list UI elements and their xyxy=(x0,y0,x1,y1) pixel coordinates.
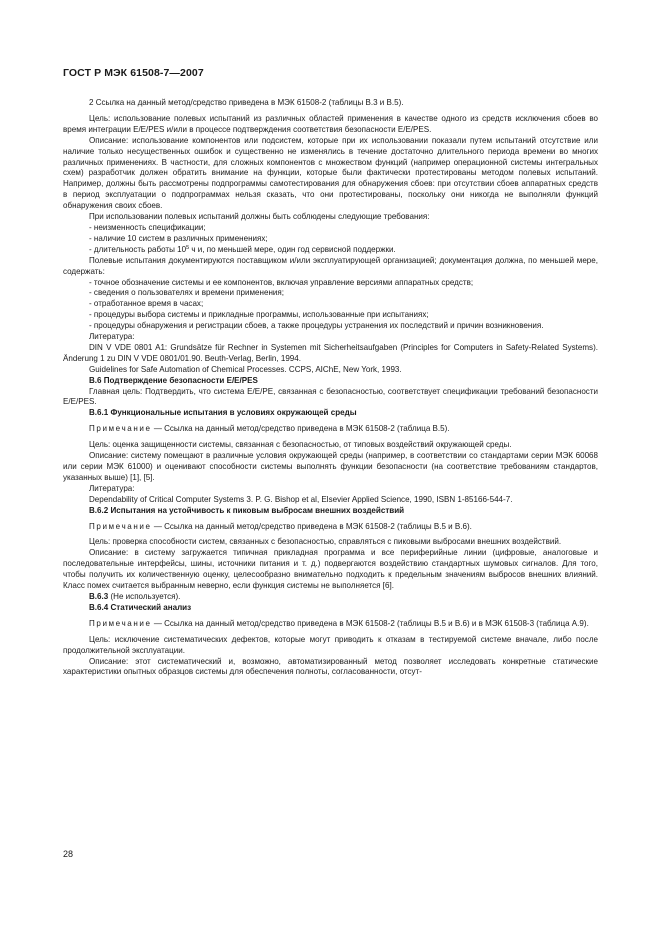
note-label: Примечание xyxy=(89,618,152,628)
documentation-item: - сведения о пользователях и времени применения; xyxy=(89,288,284,298)
section-description: Описание: в систему загружается типичная прикладная программа и все периферийные линии (цифровые, аналоговые и последовательные интерфейсы, шины, источники питания и т. д.) подвергаются воздействию стандартных шумовых сигналов. Для того, чтобы получить их количественную оценку, целесообразно внимательно подходить к предельным значениям выбросов внешних влияний. Класс помех считается выбранным неверно, если функция системы не выполняется [6]. xyxy=(63,548,598,591)
field-test-goal: Цель: использование полевых испытаний из различных областей применения в качестве одного из средств исключения сбоев во время интеграции E/E/PES и/или в процессе подтверждения соответствия безопасности E/E/PES. xyxy=(63,113,598,134)
section-goal: Главная цель: Подтвердить, что система E/E/PE, связанная с безопасностью, соответствует спецификации требований безопасности E/E/PES. xyxy=(63,386,598,407)
document-header: ГОСТ Р МЭК 61508-7—2007 xyxy=(63,67,204,79)
exponent: 5 xyxy=(186,244,190,251)
note-text: — Ссылка на данный метод/средство приведена в МЭК 61508-2 (таблицы В.5 и В.6). xyxy=(151,521,472,531)
note-paragraph: 2 Ссылка на данный метод/средство приведена в МЭК 61508-2 (таблицы В.3 и В.5). xyxy=(89,98,404,107)
note xyxy=(63,619,598,630)
section-goal: Цель: оценка защищенности системы, связанная с безопасностью, от типовых воздействий окружающей среды. xyxy=(89,440,512,450)
section-b63 xyxy=(63,592,598,603)
note xyxy=(63,424,598,435)
documentation-item: - процедуры выбора системы и прикладные программы, использованные при испытаниях; xyxy=(89,310,429,320)
documentation-intro: Полевые испытания документируются поставщиком и/или эксплуатирующей организацией; документация должна, по меньшей мере, содержать: xyxy=(63,255,598,276)
documentation-item: - отработанное время в часах; xyxy=(89,299,204,309)
section-heading-b6: В.6 Подтверждение безопасности E/E/PES xyxy=(89,375,258,385)
section-heading-b61: В.6.1 Функциональные испытания в условиях окружающей среды xyxy=(89,408,357,418)
section-description: Описание: систему помещают в различные условия окружающей среды (например, в соответствии со стандартами серии МЭК 60068 или серии МЭК 61000) и оценивают способности системы выполнять функции безопасности (на соответствие требованиям стандартов, указанных выше) [1], [5]. xyxy=(63,451,598,482)
requirements-intro: При использовании полевых испытаний должны быть соблюдены следующие требования: xyxy=(89,212,430,222)
section-text: (Не используется). xyxy=(108,591,181,601)
section-heading-b62: В.6.2 Испытания на устойчивость к пиковым выбросам внешних воздействий xyxy=(89,505,405,515)
section-label: В.6.3 xyxy=(89,591,109,601)
literature-label: Литература: xyxy=(89,332,135,342)
documentation-item: - точное обозначение системы и ее компонентов, включая управление версиями аппаратных средств; xyxy=(89,277,474,287)
requirement-item: - неизменность спецификации; xyxy=(89,222,206,232)
requirement-item xyxy=(63,245,598,256)
section-description: Описание: этот систематический и, возможно, автоматизированный метод позволяет исследовать конкретные статические характеристики опытных образцов системы для обеспечения полноты, согласованности, отсут- xyxy=(63,656,598,677)
requirement-item: - наличие 10 систем в различных применениях; xyxy=(89,233,268,243)
section-goal: Цель: проверка способности систем, связанных с безопасностью, справляться с пиковыми выбросами внешних воздействий. xyxy=(89,537,562,547)
literature-item: DIN V VDE 0801 A1: Grundsätze für Rechner in Systemen mit Sicherheitsaufgaben (Principles for Computers in Safety-Related Systems). Änderung 1 zu DIN V VDE 0801/01.90. Beuth-Verlag, Berlin, 1994. xyxy=(63,342,598,363)
requirement-text: - длительность работы 10 xyxy=(89,244,187,254)
section-heading-b64: В.6.4 Статический анализ xyxy=(89,602,192,612)
page-number: 28 xyxy=(63,849,74,859)
section-goal: Цель: исключение систематических дефектов, которые могут приводить к отказам в тестируемой системе вначале, либо после продолжительной эксплуатации. xyxy=(63,634,598,655)
note-text: — Ссылка на данный метод/средство приведена в МЭК 61508-2 (таблица В.5). xyxy=(151,424,450,434)
literature-item: Guidelines for Safe Automation of Chemical Processes. CCPS, AIChE, New York, 1993. xyxy=(89,364,402,374)
document-body xyxy=(63,98,598,678)
literature-label: Литература: xyxy=(89,483,135,493)
requirement-text: ч и, по меньшей мере, один год сервисной поддержки. xyxy=(189,244,396,254)
note-text: — Ссылка на данный метод/средство приведена в МЭК 61508-2 (таблицы В.5 и В.6) и в МЭК 61508-3 (таблица А.9). xyxy=(151,618,589,628)
field-test-description: Описание: использование компонентов или подсистем, которые при их использовании показали путем испытаний отсутствие или наличие только несущественных ошибок и существенно не изменялись в течение достаточно длительного периода времени во многих различных применениях. В частности, для сложных компонентов с множеством функций (например операционной системы интегральных схем) разработчик должен обратить внимание на функции, которые были фактически протестированы методом полевых испытаний. Например, должны быть рассмотрены подпрограммы самотестирования для обнаружения сбоев: при отсутствии сбоев аппаратных средств в период эксплуатации о подпрограммах нельзя сказать, что они протестированы, поскольку они никогда не выполняли функций обнаружения своих сбоев. xyxy=(63,135,598,211)
documentation-item: - процедуры обнаружения и регистрации сбоев, а также процедуры устранения их последствий и причин возникновения. xyxy=(89,321,544,331)
literature-item: Dependability of Critical Computer Systems 3. P. G. Bishop et al, Elsevier Applied Science, 1990, ISBN 1-85166-544-7. xyxy=(89,494,513,504)
note-label: Примечание xyxy=(89,521,152,531)
note-label: Примечание xyxy=(89,424,152,434)
note xyxy=(63,522,598,533)
